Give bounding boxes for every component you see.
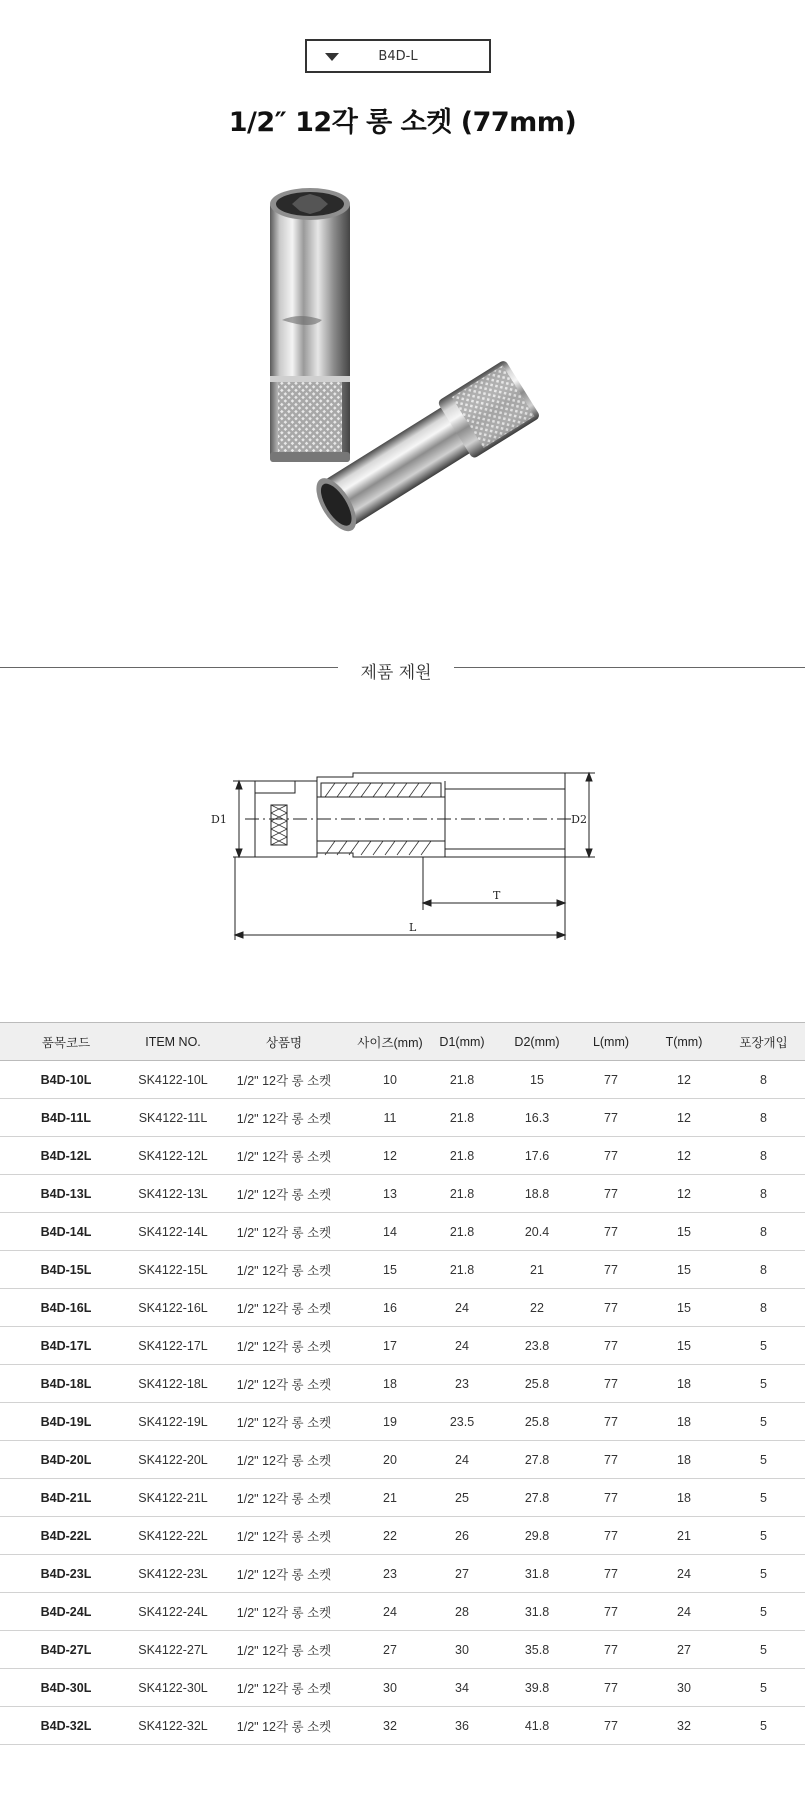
cell-size: 12	[354, 1137, 426, 1175]
cell-product-name: 1/2" 12각 롱 소켓	[214, 1251, 354, 1289]
model-code: B4D-L	[378, 49, 418, 64]
cell-item-no: SK4122-10L	[132, 1061, 214, 1099]
cell-d2: 16.3	[498, 1099, 576, 1137]
cell-d2: 31.8	[498, 1593, 576, 1631]
cell-d1: 25	[426, 1479, 498, 1517]
table-body	[0, 1061, 805, 1745]
d1-label: D1	[211, 813, 227, 826]
table-row	[0, 1365, 805, 1403]
cell-pack-qty: 8	[722, 1175, 805, 1213]
column-header-item-no: ITEM NO.	[132, 1023, 214, 1061]
cell-size: 18	[354, 1365, 426, 1403]
spec-section-label: 제품 제원	[360, 663, 432, 683]
table-header-row	[0, 1023, 805, 1061]
cell-item-no: SK4122-23L	[132, 1555, 214, 1593]
cell-d2: 25.8	[498, 1365, 576, 1403]
cell-d2: 29.8	[498, 1517, 576, 1555]
cell-d1: 21.8	[426, 1137, 498, 1175]
cell-product-name: 1/2" 12각 롱 소켓	[214, 1327, 354, 1365]
cell-product-name: 1/2" 12각 롱 소켓	[214, 1137, 354, 1175]
cell-pack-qty: 5	[722, 1707, 805, 1745]
divider-line-right	[454, 667, 805, 668]
cell-pack-qty: 5	[722, 1403, 805, 1441]
cell-item-no: SK4122-15L	[132, 1251, 214, 1289]
cell-d1: 27	[426, 1555, 498, 1593]
cell-item-no: SK4122-19L	[132, 1403, 214, 1441]
cell-t: 18	[646, 1479, 722, 1517]
cell-size: 23	[354, 1555, 426, 1593]
cell-d2: 25.8	[498, 1403, 576, 1441]
column-header-code: 품목코드	[0, 1023, 132, 1061]
table-row	[0, 1403, 805, 1441]
cell-l: 77	[576, 1707, 646, 1745]
cell-product-name: 1/2" 12각 롱 소켓	[214, 1099, 354, 1137]
spec-section-divider	[0, 656, 805, 683]
cell-pack-qty: 8	[722, 1137, 805, 1175]
cell-size: 13	[354, 1175, 426, 1213]
cell-code: B4D-15L	[0, 1251, 132, 1289]
cell-d1: 23.5	[426, 1403, 498, 1441]
cell-t: 18	[646, 1441, 722, 1479]
cell-d2: 18.8	[498, 1175, 576, 1213]
cell-d1: 21.8	[426, 1099, 498, 1137]
cell-size: 11	[354, 1099, 426, 1137]
cell-size: 30	[354, 1669, 426, 1707]
cell-code: B4D-18L	[0, 1365, 132, 1403]
table-row	[0, 1707, 805, 1745]
cell-pack-qty: 5	[722, 1593, 805, 1631]
column-header-l: L(mm)	[576, 1023, 646, 1061]
cell-d1: 21.8	[426, 1175, 498, 1213]
cell-item-no: SK4122-30L	[132, 1669, 214, 1707]
cell-item-no: SK4122-22L	[132, 1517, 214, 1555]
dimension-diagram	[211, 765, 605, 955]
model-selector[interactable]	[305, 39, 491, 73]
cell-d1: 24	[426, 1289, 498, 1327]
cell-item-no: SK4122-14L	[132, 1213, 214, 1251]
hatch-upper	[321, 783, 441, 797]
cell-d1: 28	[426, 1593, 498, 1631]
cell-d2: 22	[498, 1289, 576, 1327]
table-row	[0, 1441, 805, 1479]
cell-d2: 41.8	[498, 1707, 576, 1745]
cell-d1: 26	[426, 1517, 498, 1555]
cell-pack-qty: 5	[722, 1517, 805, 1555]
cell-code: B4D-16L	[0, 1289, 132, 1327]
cell-pack-qty: 8	[722, 1289, 805, 1327]
table-row	[0, 1593, 805, 1631]
cell-d1: 21.8	[426, 1213, 498, 1251]
cell-code: B4D-30L	[0, 1669, 132, 1707]
cell-l: 77	[576, 1365, 646, 1403]
cell-l: 77	[576, 1403, 646, 1441]
cell-l: 77	[576, 1099, 646, 1137]
cell-d1: 24	[426, 1327, 498, 1365]
cell-pack-qty: 5	[722, 1631, 805, 1669]
table-row	[0, 1175, 805, 1213]
spec-table	[0, 1022, 805, 1745]
cell-pack-qty: 5	[722, 1365, 805, 1403]
cell-size: 19	[354, 1403, 426, 1441]
cell-pack-qty: 5	[722, 1555, 805, 1593]
cell-code: B4D-17L	[0, 1327, 132, 1365]
cell-t: 12	[646, 1175, 722, 1213]
l-label: L	[409, 921, 417, 934]
cell-pack-qty: 8	[722, 1213, 805, 1251]
cell-item-no: SK4122-12L	[132, 1137, 214, 1175]
cell-code: B4D-27L	[0, 1631, 132, 1669]
column-header-d2: D2(mm)	[498, 1023, 576, 1061]
column-header-product-name: 상품명	[214, 1023, 354, 1061]
cell-item-no: SK4122-24L	[132, 1593, 214, 1631]
cell-d2: 27.8	[498, 1479, 576, 1517]
table-row	[0, 1137, 805, 1175]
cell-size: 27	[354, 1631, 426, 1669]
table-row	[0, 1061, 805, 1099]
cell-t: 15	[646, 1327, 722, 1365]
cell-pack-qty: 5	[722, 1479, 805, 1517]
cell-item-no: SK4122-11L	[132, 1099, 214, 1137]
cell-product-name: 1/2" 12각 롱 소켓	[214, 1289, 354, 1327]
cell-l: 77	[576, 1175, 646, 1213]
cell-product-name: 1/2" 12각 롱 소켓	[214, 1517, 354, 1555]
cell-l: 77	[576, 1631, 646, 1669]
cell-d2: 15	[498, 1061, 576, 1099]
cell-code: B4D-23L	[0, 1555, 132, 1593]
cell-t: 24	[646, 1555, 722, 1593]
cell-code: B4D-10L	[0, 1061, 132, 1099]
cell-size: 14	[354, 1213, 426, 1251]
table-row	[0, 1251, 805, 1289]
cell-t: 32	[646, 1707, 722, 1745]
cell-size: 16	[354, 1289, 426, 1327]
cell-t: 27	[646, 1631, 722, 1669]
cell-pack-qty: 5	[722, 1669, 805, 1707]
cell-l: 77	[576, 1669, 646, 1707]
cell-d2: 17.6	[498, 1137, 576, 1175]
cell-code: B4D-19L	[0, 1403, 132, 1441]
table-row	[0, 1327, 805, 1365]
column-header-t: T(mm)	[646, 1023, 722, 1061]
cell-d2: 27.8	[498, 1441, 576, 1479]
cell-l: 77	[576, 1593, 646, 1631]
cell-product-name: 1/2" 12각 롱 소켓	[214, 1441, 354, 1479]
cell-d1: 23	[426, 1365, 498, 1403]
cell-product-name: 1/2" 12각 롱 소켓	[214, 1365, 354, 1403]
cell-code: B4D-22L	[0, 1517, 132, 1555]
cell-d2: 39.8	[498, 1669, 576, 1707]
cell-d2: 35.8	[498, 1631, 576, 1669]
cell-t: 30	[646, 1669, 722, 1707]
cell-t: 15	[646, 1289, 722, 1327]
table-row	[0, 1669, 805, 1707]
cell-product-name: 1/2" 12각 롱 소켓	[214, 1175, 354, 1213]
cell-pack-qty: 5	[722, 1327, 805, 1365]
table-row	[0, 1479, 805, 1517]
cell-item-no: SK4122-20L	[132, 1441, 214, 1479]
cell-t: 12	[646, 1061, 722, 1099]
cell-size: 15	[354, 1251, 426, 1289]
cell-product-name: 1/2" 12각 롱 소켓	[214, 1707, 354, 1745]
cell-product-name: 1/2" 12각 롱 소켓	[214, 1403, 354, 1441]
cell-code: B4D-12L	[0, 1137, 132, 1175]
cell-product-name: 1/2" 12각 롱 소켓	[214, 1631, 354, 1669]
cell-l: 77	[576, 1061, 646, 1099]
cell-d1: 36	[426, 1707, 498, 1745]
divider-line-left	[0, 667, 338, 668]
cell-d2: 31.8	[498, 1555, 576, 1593]
cell-l: 77	[576, 1441, 646, 1479]
table-row	[0, 1631, 805, 1669]
t-label: T	[493, 889, 501, 902]
cell-code: B4D-11L	[0, 1099, 132, 1137]
cell-l: 77	[576, 1289, 646, 1327]
d2-label: D2	[571, 813, 587, 826]
cell-item-no: SK4122-21L	[132, 1479, 214, 1517]
cell-code: B4D-21L	[0, 1479, 132, 1517]
cell-t: 12	[646, 1099, 722, 1137]
cell-l: 77	[576, 1479, 646, 1517]
cell-code: B4D-32L	[0, 1707, 132, 1745]
cell-pack-qty: 8	[722, 1251, 805, 1289]
cell-l: 77	[576, 1517, 646, 1555]
cell-size: 24	[354, 1593, 426, 1631]
cell-pack-qty: 8	[722, 1061, 805, 1099]
product-photo	[250, 180, 590, 610]
cell-product-name: 1/2" 12각 롱 소켓	[214, 1479, 354, 1517]
cell-product-name: 1/2" 12각 롱 소켓	[214, 1555, 354, 1593]
cell-code: B4D-20L	[0, 1441, 132, 1479]
column-header-d1: D1(mm)	[426, 1023, 498, 1061]
cell-code: B4D-24L	[0, 1593, 132, 1631]
column-header-pack-qty: 포장개입	[722, 1023, 805, 1061]
cell-item-no: SK4122-13L	[132, 1175, 214, 1213]
cell-l: 77	[576, 1137, 646, 1175]
cell-product-name: 1/2" 12각 롱 소켓	[214, 1669, 354, 1707]
cell-l: 77	[576, 1251, 646, 1289]
cell-l: 77	[576, 1327, 646, 1365]
cell-size: 22	[354, 1517, 426, 1555]
cell-d2: 21	[498, 1251, 576, 1289]
cell-t: 18	[646, 1403, 722, 1441]
upright-socket-image	[270, 188, 350, 462]
cell-t: 21	[646, 1517, 722, 1555]
cell-pack-qty: 5	[722, 1441, 805, 1479]
cell-item-no: SK4122-17L	[132, 1327, 214, 1365]
cell-size: 32	[354, 1707, 426, 1745]
cell-size: 20	[354, 1441, 426, 1479]
cell-d1: 30	[426, 1631, 498, 1669]
cell-code: B4D-14L	[0, 1213, 132, 1251]
cell-product-name: 1/2" 12각 롱 소켓	[214, 1061, 354, 1099]
cell-t: 18	[646, 1365, 722, 1403]
cell-l: 77	[576, 1213, 646, 1251]
cell-item-no: SK4122-32L	[132, 1707, 214, 1745]
cell-size: 17	[354, 1327, 426, 1365]
table-row	[0, 1289, 805, 1327]
cell-d1: 21.8	[426, 1061, 498, 1099]
cell-size: 21	[354, 1479, 426, 1517]
cell-t: 15	[646, 1251, 722, 1289]
cell-size: 10	[354, 1061, 426, 1099]
cell-product-name: 1/2" 12각 롱 소켓	[214, 1213, 354, 1251]
cell-item-no: SK4122-16L	[132, 1289, 214, 1327]
cell-item-no: SK4122-18L	[132, 1365, 214, 1403]
cell-item-no: SK4122-27L	[132, 1631, 214, 1669]
cell-t: 24	[646, 1593, 722, 1631]
cell-d2: 20.4	[498, 1213, 576, 1251]
cell-t: 15	[646, 1213, 722, 1251]
cell-d1: 21.8	[426, 1251, 498, 1289]
page-title: 1/2″ 12각 롱 소켓 (77mm)	[228, 107, 577, 138]
cell-pack-qty: 8	[722, 1099, 805, 1137]
cell-l: 77	[576, 1555, 646, 1593]
cell-t: 12	[646, 1137, 722, 1175]
cell-d2: 23.8	[498, 1327, 576, 1365]
table-row	[0, 1099, 805, 1137]
table-row	[0, 1555, 805, 1593]
cell-d1: 34	[426, 1669, 498, 1707]
table-row	[0, 1517, 805, 1555]
table-row	[0, 1213, 805, 1251]
column-header-size: 사이즈(mm)	[354, 1023, 426, 1061]
cell-d1: 24	[426, 1441, 498, 1479]
cell-product-name: 1/2" 12각 롱 소켓	[214, 1593, 354, 1631]
cell-code: B4D-13L	[0, 1175, 132, 1213]
